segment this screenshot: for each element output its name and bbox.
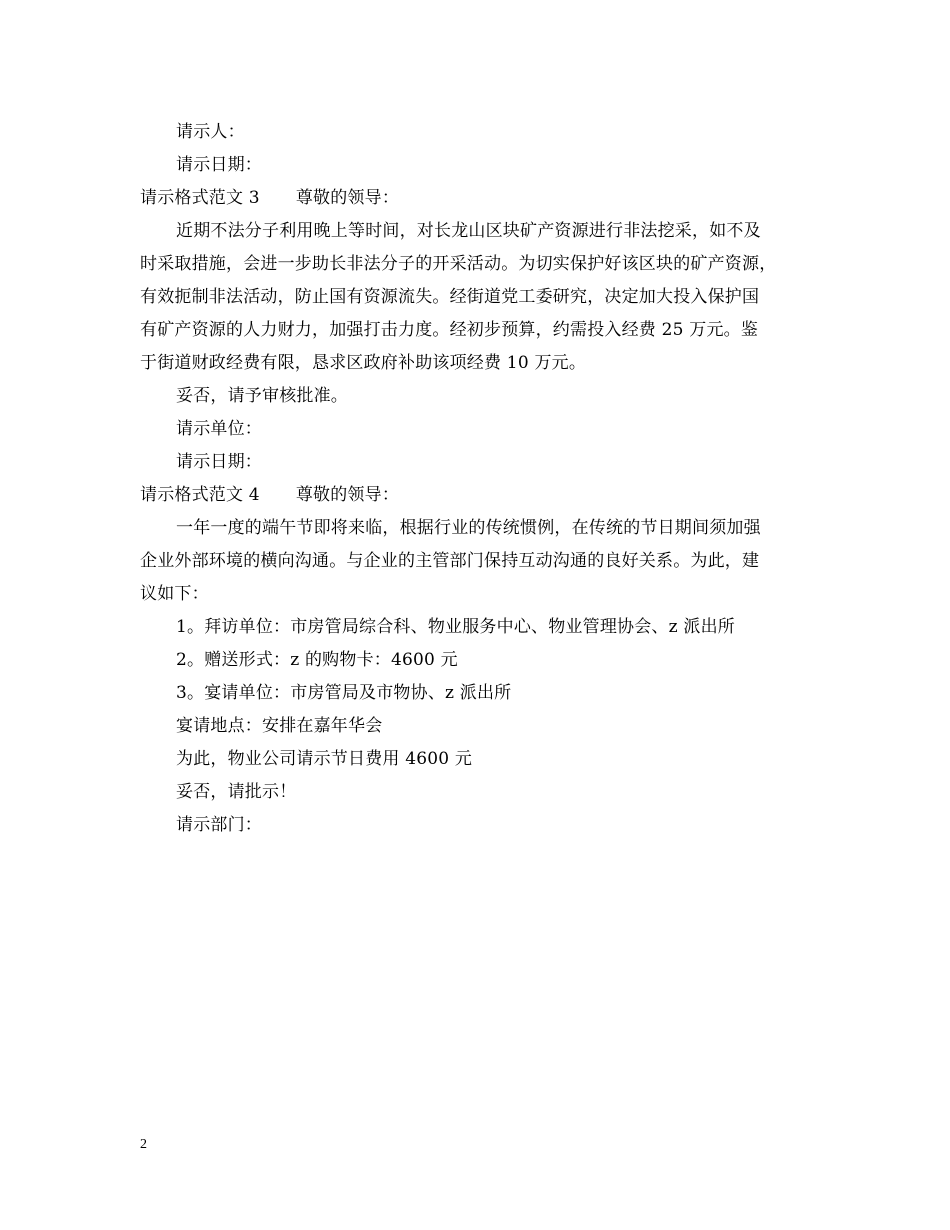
requesting-unit-label: 请示单位：	[176, 419, 262, 439]
request-date-label: 请示日期：	[176, 452, 262, 472]
paragraph-line: 近期不法分子利用晚上等时间，对长龙山区块矿产资源进行非法挖采，如不及	[176, 221, 761, 241]
sample-4-title: 请示格式范文 4	[140, 485, 260, 505]
paragraph-line: 企业外部环境的横向沟通。与企业的主管部门保持互动沟通的良好关系。为此，建	[140, 551, 760, 571]
page-number: 2	[140, 1137, 147, 1152]
approval-request-line: 妥否，请批示！	[176, 782, 297, 802]
sample-4-heading-line	[140, 479, 820, 512]
sample-3-heading-line	[140, 182, 820, 215]
banquet-location-line: 宴请地点：安排在嘉年华会	[176, 716, 383, 736]
document-body	[140, 116, 820, 842]
request-date-label: 请示日期：	[176, 155, 262, 175]
paragraph-line: 一年一度的端午节即将来临，根据行业的传统惯例，在传统的节日期间须加强	[176, 518, 761, 538]
paragraph-line: 有矿产资源的人力财力，加强打击力度。经初步预算，约需投入经费 25 万元。鉴	[140, 320, 759, 340]
paragraph-line: 时采取措施，会进一步助长非法分子的开采活动。为切实保护好该区块的矿产资源，	[140, 254, 777, 274]
expense-request-line: 为此，物业公司请示节日费用 4600 元	[176, 749, 473, 769]
approval-request-line: 妥否，请予审核批准。	[176, 386, 348, 406]
list-item: 1。拜访单位：市房管局综合科、物业服务中心、物业管理协会、z 派出所	[176, 617, 735, 637]
requester-label: 请示人：	[176, 122, 245, 142]
sample-4-salutation: 尊敬的领导：	[295, 485, 400, 505]
sample-3-salutation: 尊敬的领导：	[295, 188, 400, 208]
sample-3-title: 请示格式范文 3	[140, 188, 260, 208]
paragraph-line: 有效扼制非法活动，防止国有资源流失。经街道党工委研究，决定加大投入保护国	[140, 287, 760, 307]
paragraph-line: 于街道财政经费有限，恳求区政府补助该项经费 10 万元。	[140, 353, 587, 373]
paragraph-line: 议如下：	[140, 584, 209, 604]
list-item: 3。宴请单位：市房管局及市物协、z 派出所	[176, 683, 512, 703]
requesting-department-label: 请示部门：	[176, 815, 262, 835]
list-item: 2。赠送形式：z 的购物卡：4600 元	[176, 650, 458, 670]
